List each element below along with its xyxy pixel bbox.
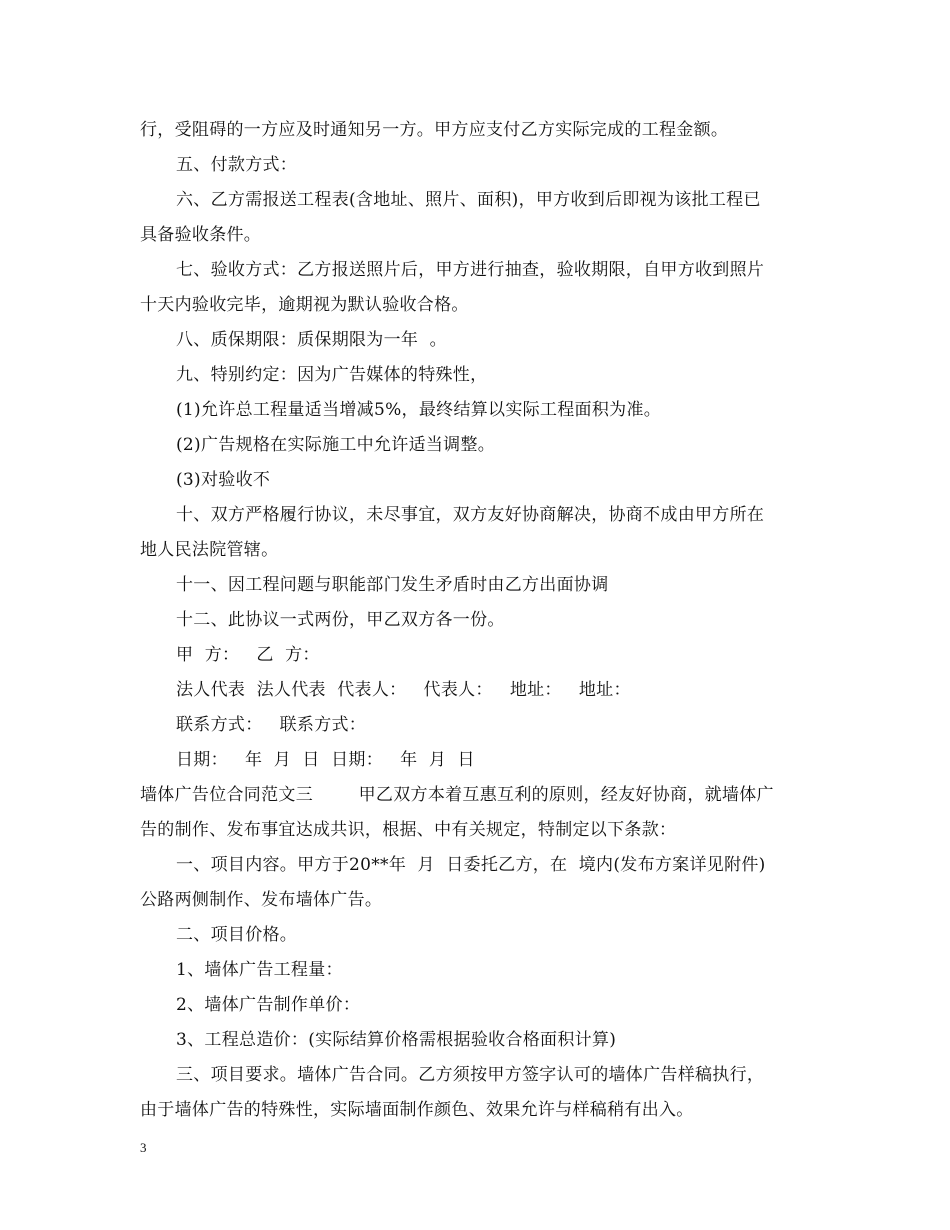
text-line: (2)广告规格在实际施工中允许适当调整。	[176, 435, 496, 455]
text-line: 1、墙体广告工程量：	[176, 960, 343, 980]
text-line: 具备验收条件。	[140, 225, 262, 245]
text-line: 十天内验收完毕，逾期视为默认验收合格。	[140, 295, 469, 315]
text-line: 二、项目价格。	[176, 925, 298, 945]
text-line: 公路两侧制作、发布墙体广告。	[140, 890, 383, 910]
text-line: 十二、此协议一式两份，甲乙双方各一份。	[176, 610, 505, 630]
text-line: 行，受阻碍的一方应及时通知另一方。甲方应支付乙方实际完成的工程金额。	[140, 120, 729, 140]
text-line: 十、双方严格履行协议，未尽事宜，双方友好协商解决，协商不成由甲方所在	[176, 505, 765, 525]
text-line: 三、项目要求。墙体广告合同。乙方须按甲方签字认可的墙体广告样稿执行，	[176, 1065, 765, 1085]
text-line: (3)对验收不	[176, 470, 271, 490]
text-line: 六、乙方需报送工程表(含地址、照片、面积)，甲方收到后即视为该批工程已	[176, 190, 761, 210]
text-line: 告的制作、发布事宜达成共识，根据、中有关规定，特制定以下条款：	[140, 820, 677, 840]
text-line: 3、工程总造价：(实际结算价格需根据验收合格面积计算)	[176, 1030, 617, 1050]
text-line: 八、质保期限：质保期限为一年 。	[176, 330, 447, 350]
text-line: 法人代表 法人代表 代表人： 代表人： 地址： 地址：	[176, 680, 631, 700]
text-line: 七、验收方式：乙方报送照片后，甲方进行抽查，验收期限，自甲方收到照片	[176, 260, 765, 280]
text-line: 地人民法院管辖。	[140, 540, 279, 560]
text-line: 五、付款方式：	[176, 155, 298, 175]
text-line: 一、项目内容。甲方于20**年 月 日委托乙方，在 境内(发布方案详见附件)	[176, 855, 766, 875]
section-heading-line: 墙体广告位合同范文三 甲乙双方本着互惠互利的原则，经友好协商，就墙体广	[140, 785, 774, 805]
text-line: (1)允许总工程量适当增减5%，最终结算以实际工程面积为准。	[176, 400, 662, 420]
text-line: 十一、因工程问题与职能部门发生矛盾时由乙方出面协调	[176, 575, 609, 595]
page-number: 3	[140, 1140, 147, 1155]
text-line: 2、墙体广告制作单价：	[176, 995, 361, 1015]
text-line: 由于墙体广告的特殊性，实际墙面制作颜色、效果允许与样稿稍有出入。	[140, 1100, 694, 1120]
text-line: 日期： 年 月 日 日期： 年 月 日	[176, 750, 475, 770]
text-line: 九、特别约定：因为广告媒体的特殊性，	[176, 365, 488, 385]
text-line: 甲 方： 乙 方：	[176, 645, 320, 665]
text-line: 联系方式： 联系方式：	[176, 715, 367, 735]
